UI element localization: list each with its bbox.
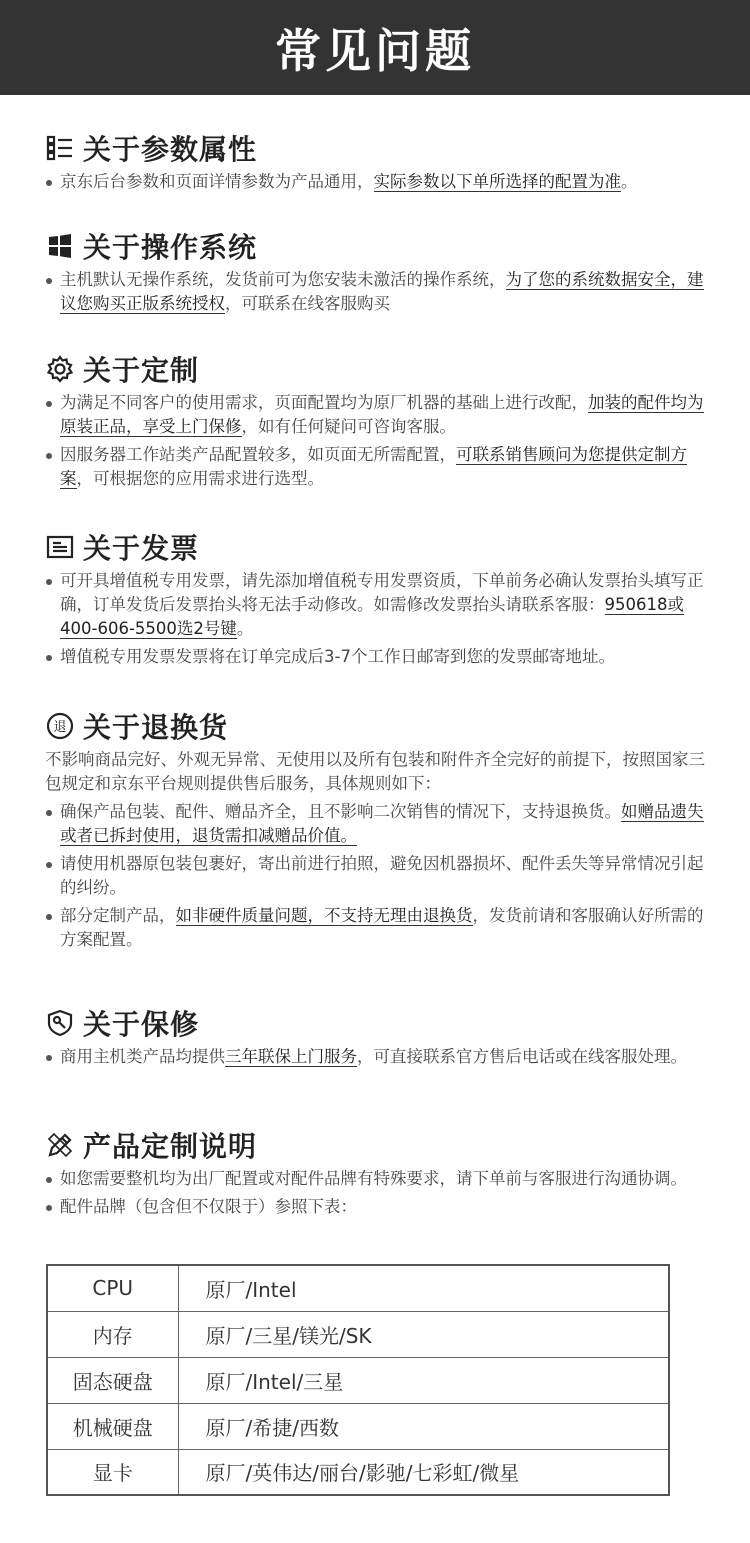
bullet-item xyxy=(45,800,705,848)
bullet-text: 部分定制产品， xyxy=(60,906,176,925)
section-title: 关于退换货 xyxy=(83,711,229,744)
bullet-text: 。 xyxy=(236,619,254,638)
bullet-list xyxy=(45,268,705,316)
part-cell: CPU xyxy=(47,1265,178,1311)
return-icon xyxy=(45,711,75,741)
pencil-ruler-icon xyxy=(45,1130,75,1160)
bullet-list xyxy=(45,569,705,669)
section-params xyxy=(45,130,705,194)
section-os xyxy=(45,228,705,316)
brand-table xyxy=(46,1264,670,1496)
brand-cell: 原厂/希捷/西数 xyxy=(178,1403,669,1449)
bullet-list xyxy=(45,391,705,491)
bullet-item xyxy=(45,904,705,952)
bullet-text: ，如有任何疑问可咨询客服。 xyxy=(241,417,456,436)
bullet-text: ，可联系在线客服购买 xyxy=(225,294,390,313)
section-title: 关于操作系统 xyxy=(83,231,258,264)
checklist-icon xyxy=(45,133,75,163)
section-title: 关于参数属性 xyxy=(83,133,258,166)
bullet-text: 为满足不同客户的使用需求，页面配置均为原厂机器的基础上进行改配， xyxy=(60,393,588,412)
section-intro: 不影响商品完好、外观无异常、无使用以及所有包装和附件齐全完好的前提下，按照国家三包规定和京东平台规则提供售后服务，具体规则如下： xyxy=(45,750,705,793)
bullet-emphasis: 950618或400-606-5500选2号键 xyxy=(60,595,684,638)
section-custom xyxy=(45,351,705,491)
windows-icon xyxy=(45,231,75,261)
bullet-item xyxy=(45,569,705,641)
table-row xyxy=(47,1265,669,1311)
bullet-emphasis: 实际参数以下单所选择的配置为准 xyxy=(373,172,621,191)
wrench-shield-icon xyxy=(45,1008,75,1038)
brand-cell: 原厂/Intel/三星 xyxy=(178,1357,669,1403)
table-row xyxy=(47,1311,669,1357)
bullet-list xyxy=(45,170,705,194)
section-invoice xyxy=(45,529,705,669)
bullet-text: 京东后台参数和页面详情参数为产品通用， xyxy=(60,172,374,191)
part-cell: 内存 xyxy=(47,1311,178,1357)
section-return xyxy=(45,708,705,952)
bullet-text: 增值税专用发票发票将在订单完成后3-7个工作日邮寄到您的发票邮寄地址。 xyxy=(60,647,615,666)
section-title-row xyxy=(45,228,705,264)
invoice-icon xyxy=(45,532,75,562)
bullet-text: 配件品牌（包含但不仅限于）参照下表： xyxy=(60,1197,357,1216)
bullet-emphasis: 三年联保上门服务 xyxy=(225,1047,357,1066)
bullet-emphasis: 为了您的系统数据安全，建议您购买正版系统授权 xyxy=(60,270,704,313)
part-cell: 显卡 xyxy=(47,1449,178,1495)
gear-icon xyxy=(45,354,75,384)
bullet-item xyxy=(45,1195,705,1219)
section-title: 产品定制说明 xyxy=(83,1130,258,1163)
section-title-row xyxy=(45,708,705,744)
bullet-emphasis: 如赠品遗失或者已拆封使用，退货需扣减赠品价值。 xyxy=(60,802,704,845)
bullet-item xyxy=(45,1167,705,1191)
bullet-emphasis: 如非硬件质量问题，不支持无理由退换货 xyxy=(175,906,473,925)
brand-cell: 原厂/三星/镁光/SK xyxy=(178,1311,669,1357)
section-title-row xyxy=(45,1005,705,1041)
bullet-text: 可开具增值税专用发票，请先添加增值税专用发票资质，下单前务必确认发票抬头填写正确，订单发货后发票抬头将无法手动修改。如需修改发票抬头请联系客服： xyxy=(60,571,704,614)
section-product-custom xyxy=(45,1127,705,1219)
section-title: 关于发票 xyxy=(83,532,200,565)
part-cell: 机械硬盘 xyxy=(47,1403,178,1449)
bullet-text: 因服务器工作站类产品配置较多，如页面无所需配置， xyxy=(60,445,456,464)
table-row xyxy=(47,1403,669,1449)
page-title: 常见问题 xyxy=(275,23,475,78)
bullet-item xyxy=(45,391,705,439)
table-row xyxy=(47,1449,669,1495)
bullet-text: 商用主机类产品均提供 xyxy=(60,1047,225,1066)
bullet-emphasis: 可联系销售顾问为您提供定制方案 xyxy=(60,445,687,488)
bullet-item xyxy=(45,645,705,669)
bullet-text: 请使用机器原包装包裹好，寄出前进行拍照，避免因机器损坏、配件丢失等异常情况引起的纠纷。 xyxy=(60,854,704,897)
bullet-item xyxy=(45,268,705,316)
section-title: 关于定制 xyxy=(83,354,200,387)
section-warranty xyxy=(45,1005,705,1069)
page-header xyxy=(0,0,750,95)
bullet-text: 如您需要整机均为出厂配置或对配件品牌有特殊要求，请下单前与客服进行沟通协调。 xyxy=(60,1169,687,1188)
bullet-list xyxy=(45,1167,705,1219)
bullet-item xyxy=(45,443,705,491)
bullet-emphasis: 加装的配件均为原装正品，享受上门保修 xyxy=(60,393,704,436)
bullet-item xyxy=(45,170,705,194)
part-cell: 固态硬盘 xyxy=(47,1357,178,1403)
bullet-text: 主机默认无操作系统，发货前可为您安装未激活的操作系统， xyxy=(60,270,506,289)
bullet-item xyxy=(45,1045,705,1069)
bullet-text: ，发货前请和客服确认好所需的方案配置。 xyxy=(60,906,704,949)
bullet-text: ，可直接联系官方售后电话或在线客服处理。 xyxy=(357,1047,687,1066)
brand-cell: 原厂/Intel xyxy=(178,1265,669,1311)
bullet-text: 。 xyxy=(621,172,638,191)
bullet-list xyxy=(45,800,705,952)
bullet-text: ，可根据您的应用需求进行选型。 xyxy=(76,469,324,488)
section-title-row xyxy=(45,130,705,166)
section-title-row xyxy=(45,1127,705,1163)
bullet-list xyxy=(45,1045,705,1069)
section-title-row xyxy=(45,529,705,565)
bullet-text: 确保产品包装、配件、赠品齐全，且不影响二次销售的情况下，支持退换货。 xyxy=(60,802,621,821)
bullet-item xyxy=(45,852,705,900)
svg-text:退: 退 xyxy=(53,720,67,735)
brand-cell: 原厂/英伟达/丽台/影驰/七彩虹/微星 xyxy=(178,1449,669,1495)
section-title: 关于保修 xyxy=(83,1008,200,1041)
section-title-row xyxy=(45,351,705,387)
table-row xyxy=(47,1357,669,1403)
